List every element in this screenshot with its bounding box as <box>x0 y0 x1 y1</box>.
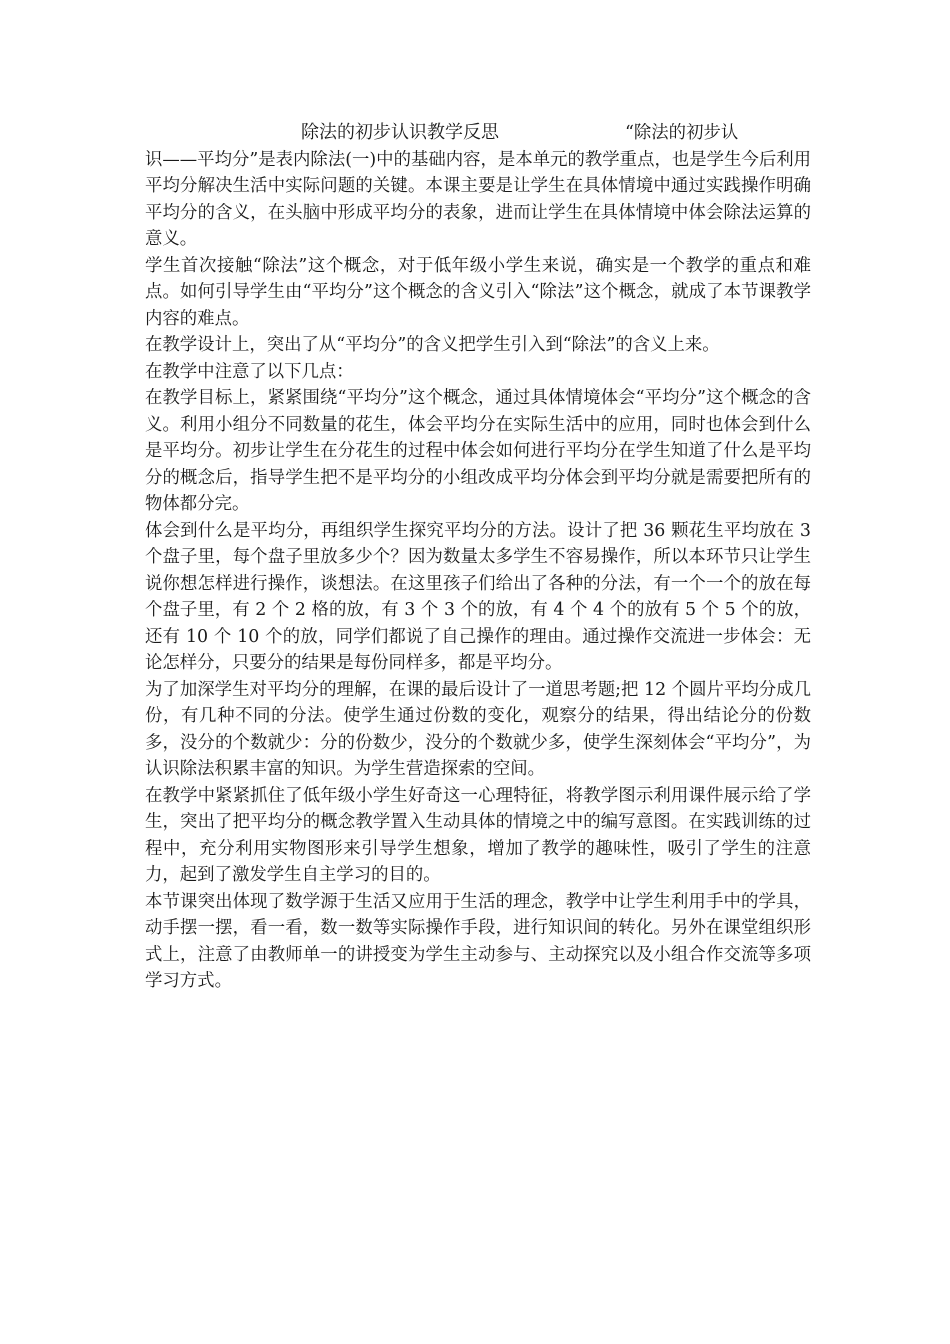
document-title: 除法的初步认识教学反思 <box>301 122 499 143</box>
paragraph-2: 学生首次接触“除法”这个概念，对于低年级小学生来说，确实是一个教学的重点和难点。如何引导学生由“平均分”这个概念的含义引入“除法”这个概念，就成了本节课教学内容的难点。 <box>145 255 811 329</box>
paragraph-5: 在教学目标上，紧紧围绕“平均分”这个概念，通过具体情境体会“平均分”这个概念的含义。利用小组分不同数量的花生，体会平均分在实际生活中的应用，同时也体会到什么是平均分。初步让学生在分花生的过程中体会如何进行平均分在学生知道了什么是平均分的概念后，指导学生把不是平均分的小组改成平均分体会到平均分就是需要把所有的物体都分完。 <box>145 388 811 514</box>
document-body <box>145 120 811 995</box>
title-line <box>145 120 811 147</box>
paragraph-9: 本节课突出体现了数学源于生活又应用于生活的理念，教学中让学生利用手中的学具，动手摆一摆，看一看，数一数等实际操作手段，进行知识间的转化。另外在课堂组织形式上，注意了由教师单一的讲授变为学生主动参与、主动探究以及小组合作交流等多项学习方式。 <box>145 891 811 991</box>
paragraph-8: 在教学中紧紧抓住了低年级小学生好奇这一心理特征，将教学图示利用课件展示给了学生，突出了把平均分的概念教学置入生动具体的情境之中的编写意图。在实践训练的过程中，充分利用实物图形来引导学生想象，增加了教学的趣味性，吸引了学生的注意力，起到了激发学生自主学习的目的。 <box>145 785 811 885</box>
paragraph-7: 为了加深学生对平均分的理解，在课的最后设计了一道思考题;把 12 个圆片平均分成几份，有几种不同的分法。使学生通过份数的变化，观察分的结果，得出结论分的份数多，没分的个数就少：分的份数少，没分的个数就少多，使学生深刻体会“平均分”，为认识除法积累丰富的知识。为学生营造探索的空间。 <box>145 679 811 779</box>
paragraph-4: 在教学中注意了以下几点： <box>145 361 354 382</box>
paragraph-6: 体会到什么是平均分，再组织学生探究平均分的方法。设计了把 36 颗花生平均放在 3 个盘子里，每个盘子里放多少个？因为数量太多学生不容易操作，所以本环节只让学生说你想怎样进行操作，谈想法。在这里孩子们给出了各种的分法，有一个一个的放在每个盘子里，有 2 个 2 格的放，有 3 个 3 个的放，有 4 个 4 个的放有 5 个 5 个的放，还有 10 个 10 个的放，同学们都说了自己操作的理由。通过操作交流进一步体会：无论怎样分，只要分的结果是每份同样多，都是平均分。 <box>145 520 811 673</box>
paragraph-1: 识——平均分”是表内除法(一)中的基础内容，是本单元的教学重点，也是学生今后利用平均分解决生活中实际问题的关键。本课主要是让学生在具体情境中通过实践操作明确平均分的含义，在头脑中形成平均分的表象，进而让学生在具体情境中体会除法运算的意义。 <box>145 149 811 249</box>
first-paragraph-start: “除法的初步认 <box>625 123 739 143</box>
paragraph-3: 在教学设计上，突出了从“平均分”的含义把学生引入到“除法”的含义上来。 <box>145 335 720 355</box>
